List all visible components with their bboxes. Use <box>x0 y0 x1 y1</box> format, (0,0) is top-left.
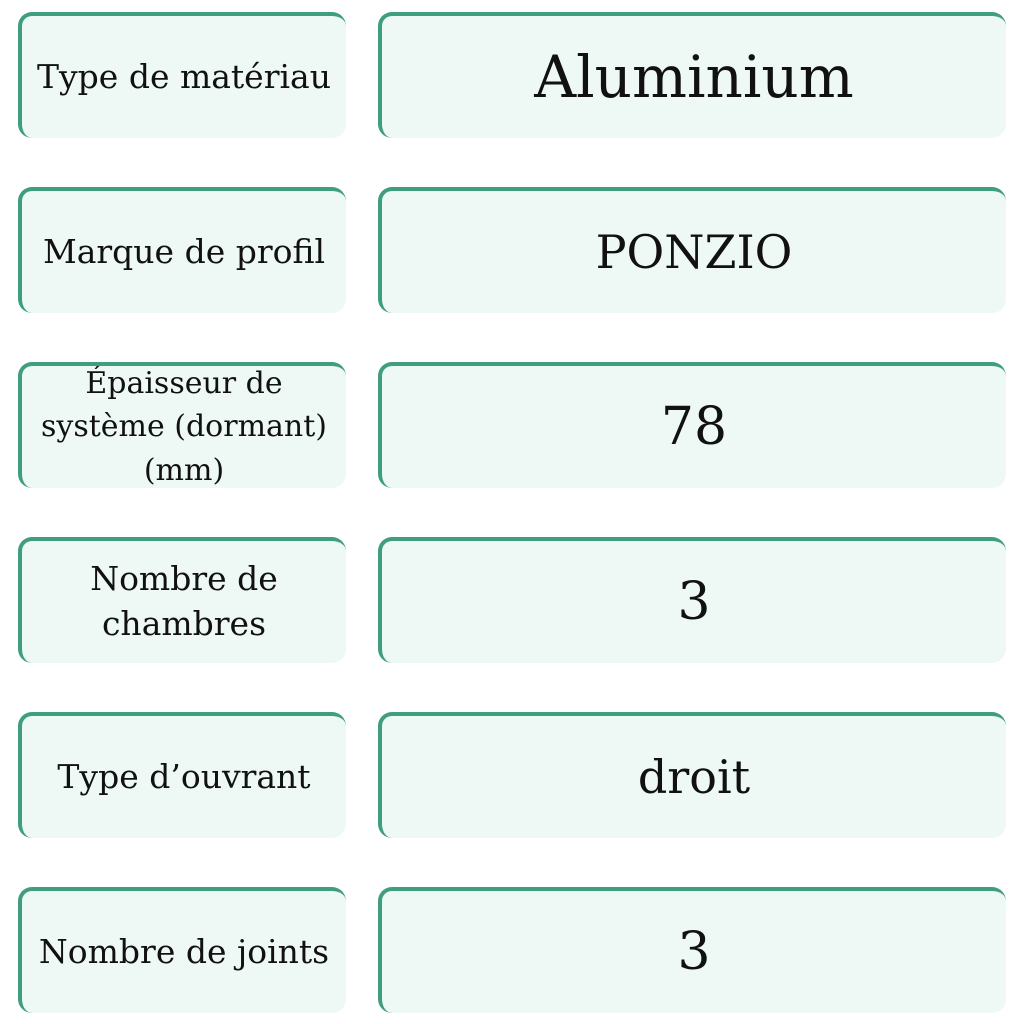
label-system-thickness <box>18 362 346 488</box>
value-text: PONZIO <box>595 225 793 279</box>
label-chamber-count <box>18 537 346 663</box>
label-text: Épaisseur de système (dormant) (mm) <box>40 365 327 488</box>
label-text: Marque de profil <box>42 231 326 271</box>
value-text: Aluminium <box>534 43 854 111</box>
value-text: 3 <box>677 922 711 982</box>
label-material-type <box>18 12 346 138</box>
value-chamber-count <box>378 537 1006 663</box>
label-text: Type de matériau <box>37 56 331 96</box>
value-system-thickness <box>378 362 1006 488</box>
value-text: droit <box>637 750 751 804</box>
label-text: Nombre de joints <box>38 931 330 971</box>
label-text: Type d’ouvrant <box>57 756 311 796</box>
value-text: 78 <box>660 397 728 457</box>
label-text: Nombre de chambres <box>90 559 278 643</box>
label-opening-type <box>18 712 346 838</box>
value-text: 3 <box>677 572 711 632</box>
label-seal-count <box>18 887 346 1013</box>
value-profile-brand <box>378 187 1006 313</box>
value-seal-count <box>378 887 1006 1013</box>
value-material-type <box>378 12 1006 138</box>
value-opening-type <box>378 712 1006 838</box>
label-profile-brand <box>18 187 346 313</box>
